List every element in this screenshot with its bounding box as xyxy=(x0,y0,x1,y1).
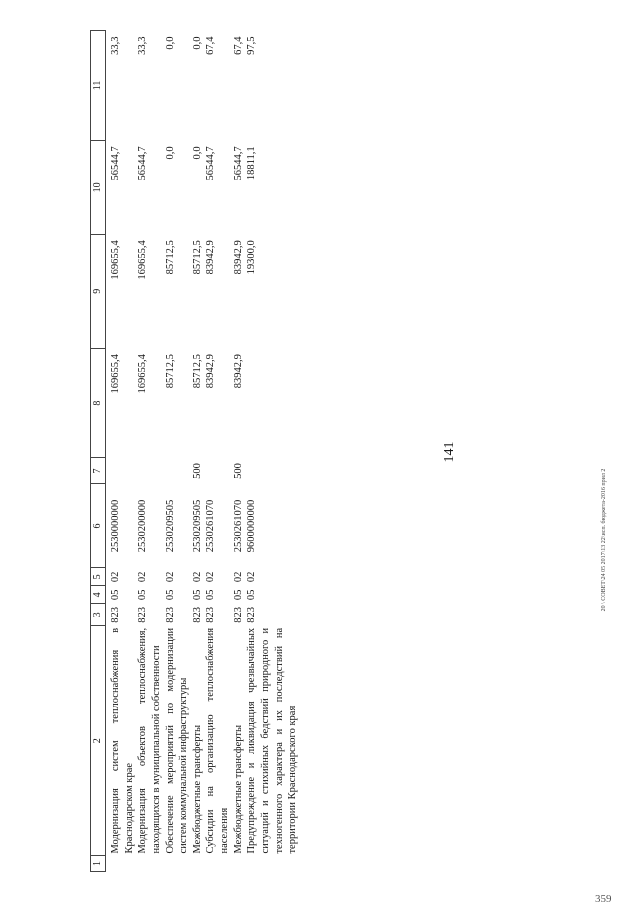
table-row xyxy=(232,31,246,872)
row-description: Субсидии на организацию теплоснабжения населения xyxy=(205,627,231,854)
cell-col9: 85712,5 xyxy=(191,240,203,275)
cell-section: 05 xyxy=(164,589,176,601)
cell-col10: 56544,7 xyxy=(232,146,244,181)
col-header-10: 10 xyxy=(91,140,106,234)
cell-col8: 169655,4 xyxy=(137,354,149,394)
cell-col11: 67,4 xyxy=(205,36,217,55)
cell-expense-type xyxy=(204,458,231,484)
cell-col9: 169655,4 xyxy=(110,240,121,280)
row-description: Модернизация систем теплоснабжения в Краснодарском крае xyxy=(110,627,135,854)
row-description: Предупреждение и ликвидация чрезвычайных ситуаций и стихийных бедствий природного и техногенного характера и их последствий на территории Краснодарского края xyxy=(246,627,299,854)
cell-target-article: 9600000000 xyxy=(246,499,258,553)
cell-ministry: 823 xyxy=(110,607,121,623)
cell-col11: 33,3 xyxy=(110,36,121,55)
cell-col11: 67,4 xyxy=(232,36,244,55)
page-number-bottom: 359 xyxy=(595,893,612,905)
col-header-11: 11 xyxy=(91,31,106,141)
cell-ministry: 823 xyxy=(246,607,258,623)
cell-col8: 169655,4 xyxy=(110,354,121,394)
cell-col8: 83942,9 xyxy=(232,354,244,389)
page-number-top: 141 xyxy=(442,441,457,463)
cell-subsection: 02 xyxy=(110,571,121,583)
cell-subsection: 02 xyxy=(137,571,149,583)
footer-file-path: 20 \ СОВЕТ\24 05 2017\13 22\исп. бюджета-2016 прил 2 xyxy=(601,468,607,612)
table-row xyxy=(191,31,205,872)
budget-table-container xyxy=(90,30,510,872)
col-header-5: 5 xyxy=(91,568,106,586)
col-header-8: 8 xyxy=(91,348,106,458)
cell-section: 05 xyxy=(205,589,217,601)
cell-expense-type xyxy=(164,458,191,484)
row-description: Межбюджетные трансферты xyxy=(191,724,203,854)
cell-section: 05 xyxy=(191,589,203,601)
cell-target-article: 2530261070 xyxy=(232,499,244,553)
row-description: Межбюджетные трансферты xyxy=(232,724,244,854)
cell-ministry: 823 xyxy=(232,607,244,623)
cell-col8: 85712,5 xyxy=(164,354,176,389)
cell-section: 05 xyxy=(232,589,244,601)
cell-col9: 83942,9 xyxy=(205,240,217,275)
col-header-4: 4 xyxy=(91,586,106,604)
cell-target-article: 2530000000 xyxy=(110,499,121,553)
budget-table xyxy=(90,30,300,872)
cell-expense-type: 500 xyxy=(191,463,203,479)
cell-target-article: 2530261070 xyxy=(205,499,217,553)
cell-col8 xyxy=(245,348,300,458)
table-header-row xyxy=(91,31,106,872)
cell-expense-type xyxy=(106,458,137,484)
cell-subsection: 02 xyxy=(232,571,244,583)
table-row xyxy=(204,31,231,872)
col-header-3: 3 xyxy=(91,604,106,626)
cell-col10: 56544,7 xyxy=(205,146,217,181)
cell-col10: 56544,7 xyxy=(110,146,121,181)
cell-target-article: 2530209505 xyxy=(164,499,176,553)
cell-col11: 33,3 xyxy=(137,36,149,55)
cell-col11: 0,0 xyxy=(191,36,203,50)
cell-subsection: 02 xyxy=(246,571,258,583)
cell-col10: 18811,1 xyxy=(246,146,258,181)
cell-col8: 85712,5 xyxy=(191,354,203,389)
cell-target-article: 2530200000 xyxy=(137,499,149,553)
cell-col11: 97,5 xyxy=(246,36,258,55)
cell-subsection: 02 xyxy=(205,571,217,583)
col-header-7: 7 xyxy=(91,458,106,484)
cell-expense-type xyxy=(136,458,163,484)
row-description: Обеспечение мероприятий по модернизации систем коммунальной инфраструктуры xyxy=(164,627,190,854)
cell-section: 05 xyxy=(137,589,149,601)
cell-col9: 19300,0 xyxy=(246,240,258,275)
table-row xyxy=(106,31,137,872)
cell-ministry: 823 xyxy=(191,607,203,623)
col-header-2: 2 xyxy=(91,626,106,856)
cell-col10: 0,0 xyxy=(164,146,176,160)
cell-col9: 85712,5 xyxy=(164,240,176,275)
cell-col11: 0,0 xyxy=(164,36,176,50)
cell-col8: 83942,9 xyxy=(205,354,217,389)
cell-subsection: 02 xyxy=(191,571,203,583)
cell-section: 05 xyxy=(110,589,121,601)
cell-ministry: 823 xyxy=(205,607,217,623)
cell-target-article: 2530209505 xyxy=(191,499,203,553)
cell-ministry: 823 xyxy=(164,607,176,623)
cell-expense-type: 500 xyxy=(232,463,244,479)
cell-col10: 0,0 xyxy=(191,146,203,160)
cell-col9: 83942,9 xyxy=(232,240,244,275)
cell-ministry: 823 xyxy=(137,607,149,623)
cell-col10: 56544,7 xyxy=(137,146,149,181)
table-row xyxy=(164,31,191,872)
cell-expense-type xyxy=(245,458,300,484)
table-row xyxy=(136,31,163,872)
table-row xyxy=(245,31,300,872)
col-header-1: 1 xyxy=(91,856,106,872)
col-header-9: 9 xyxy=(91,234,106,348)
cell-col9: 169655,4 xyxy=(137,240,149,280)
cell-section: 05 xyxy=(246,589,258,601)
col-header-6: 6 xyxy=(91,484,106,568)
cell-subsection: 02 xyxy=(164,571,176,583)
row-description: Модернизация объектов теплоснабжения, находящихся в муниципальной собственности xyxy=(137,627,162,854)
